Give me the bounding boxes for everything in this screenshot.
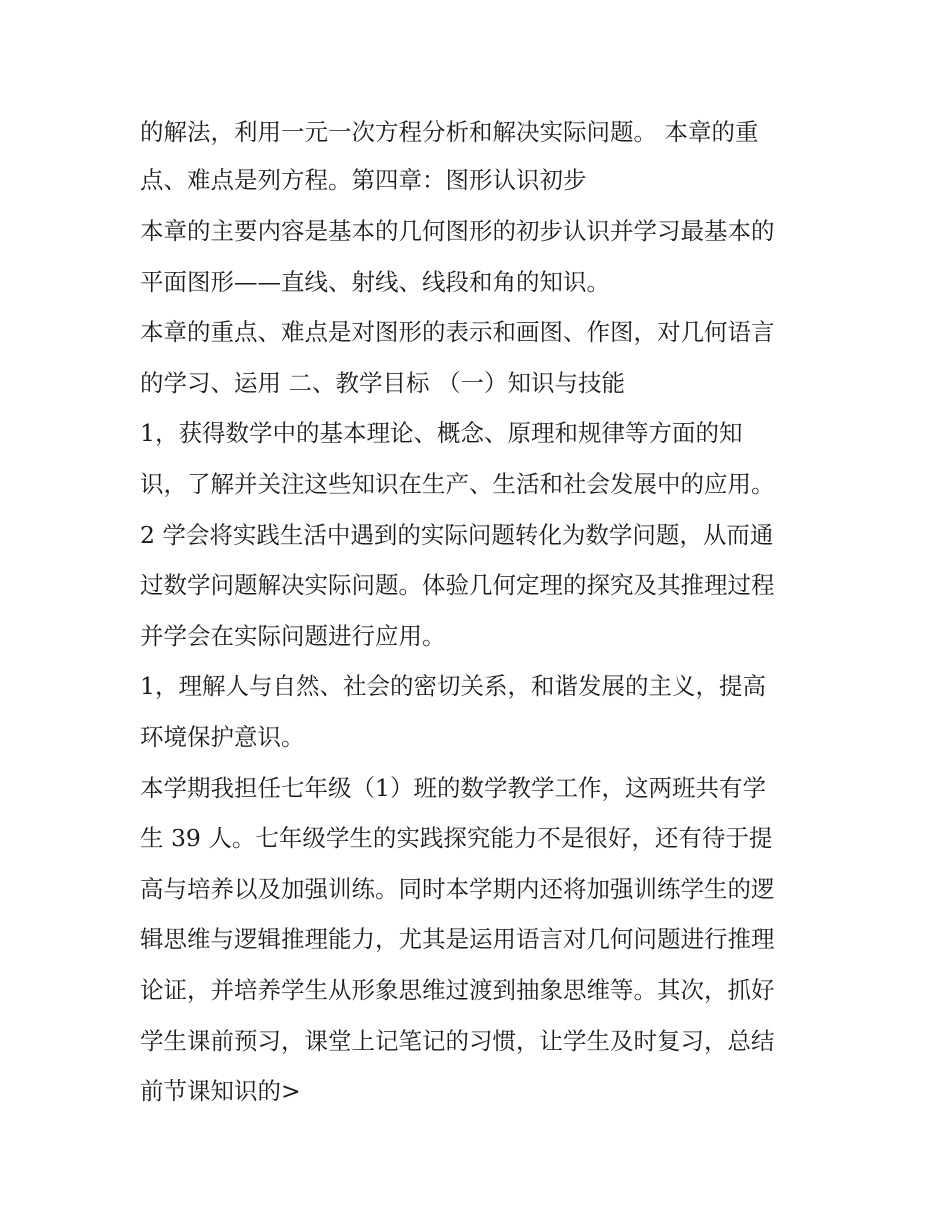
text-line: 识，了解并关注这些知识在生产、生活和社会发展中的应用。 <box>140 470 775 498</box>
text-line: 1，获得数学中的基本理论、概念、原理和规律等方面的知 <box>140 419 743 447</box>
text-line: 的解法，利用一元一次方程分析和解决实际问题。 本章的重 <box>140 118 759 146</box>
text-line: 本学期我担任七年级（1）班的数学教学工作，这两班共有学 <box>140 774 766 802</box>
text-line: 的学习、运用 二、教学目标 （一）知识与技能 <box>140 369 625 397</box>
text-line: 高与培养以及加强训练。同时本学期内还将加强训练学生的逻 <box>140 875 775 903</box>
text-line: 辑思维与逻辑推理能力，尤其是运用语言对几何问题进行推理 <box>140 925 775 953</box>
text-line: 本章的重点、难点是对图形的表示和画图、作图，对几何语言 <box>140 318 775 346</box>
text-line: 点、难点是列方程。第四章：图形认识初步 <box>140 166 587 194</box>
text-line: 学生课前预习，课堂上记笔记的习惯，让学生及时复习，总结 <box>140 1027 775 1055</box>
text-line: 环境保护意识。 <box>140 723 305 751</box>
text-line: 过数学问题解决实际问题。体验几何定理的探究及其推理过程 <box>140 571 775 599</box>
text-line: 并学会在实际问题进行应用。 <box>140 622 446 650</box>
text-line: 1，理解人与自然、社会的密切关系，和谐发展的主义，提高 <box>140 672 766 700</box>
text-line: 平面图形——直线、射线、线段和角的知识。 <box>140 268 610 296</box>
text-line: 生 39 人。七年级学生的实践探究能力不是很好，还有待于提 <box>140 824 773 852</box>
text-line: 论证，并培养学生从形象思维过渡到抽象思维等。其次，抓好 <box>140 976 775 1004</box>
text-line: 本章的主要内容是基本的几何图形的初步认识并学习最基本的 <box>140 217 775 245</box>
text-line: 前节课知识的> <box>140 1077 301 1105</box>
text-line: 2 学会将实践生活中遇到的实际问题转化为数学问题，从而通 <box>140 521 774 549</box>
